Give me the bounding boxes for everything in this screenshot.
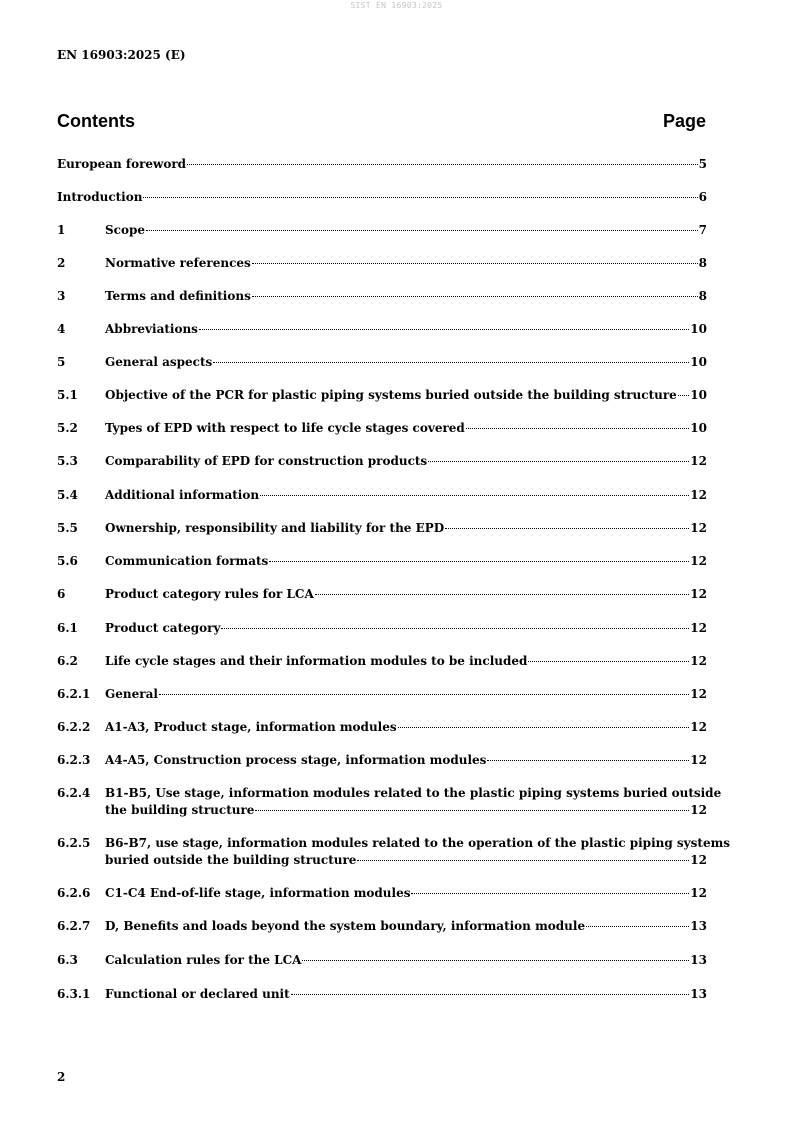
toc-entry-title: Product category bbox=[105, 621, 221, 635]
toc-leader-dots bbox=[221, 628, 689, 629]
toc-entry-number: 2 bbox=[57, 256, 66, 270]
toc-entry-number: 5.1 bbox=[57, 388, 78, 402]
toc-entry-page: 13 bbox=[690, 953, 707, 967]
toc-entry-page: 12 bbox=[690, 554, 707, 568]
toc-entry-page: 12 bbox=[690, 521, 707, 535]
toc-entry-page: 12 bbox=[690, 587, 707, 601]
toc-entry-page: 12 bbox=[690, 654, 707, 668]
toc-entry-title: European foreword bbox=[57, 157, 187, 171]
toc-entry-number: 6.2.3 bbox=[57, 753, 91, 767]
toc-entry-title: Types of EPD with respect to life cycle stages covered bbox=[105, 421, 465, 435]
toc-leader-dots bbox=[357, 860, 689, 861]
toc-entry-page: 12 bbox=[690, 853, 707, 867]
toc-entry[interactable] bbox=[57, 189, 707, 206]
toc-leader-dots bbox=[678, 395, 689, 396]
toc-entry[interactable] bbox=[57, 487, 707, 504]
toc-entry-title: Product category rules for LCA bbox=[105, 587, 314, 601]
toc-entry-number: 6.2.5 bbox=[57, 836, 91, 850]
toc-leader-dots bbox=[445, 528, 689, 529]
toc-entry-number: 6.3 bbox=[57, 953, 78, 967]
toc-entry[interactable] bbox=[57, 653, 707, 670]
toc-entry[interactable] bbox=[57, 986, 707, 1003]
toc-leader-dots bbox=[159, 694, 689, 695]
toc-entry-title: Calculation rules for the LCA bbox=[105, 953, 302, 967]
toc-leader-dots bbox=[213, 362, 689, 363]
toc-entry-title: C1-C4 End-of-life stage, information modules bbox=[105, 886, 411, 900]
toc-entry-number: 6.2.4 bbox=[57, 786, 91, 800]
toc-entry-number: 6.1 bbox=[57, 621, 78, 635]
toc-leader-dots bbox=[143, 197, 697, 198]
toc-entry[interactable] bbox=[57, 255, 707, 272]
toc-leader-dots bbox=[252, 263, 698, 264]
toc-entry-page: 12 bbox=[690, 621, 707, 635]
toc-entry[interactable] bbox=[57, 387, 707, 404]
toc-entry-title: Normative references bbox=[105, 256, 251, 270]
toc-entry[interactable] bbox=[57, 752, 707, 769]
toc-entry-number: 5.4 bbox=[57, 488, 78, 502]
toc-entry-title: General aspects bbox=[105, 355, 213, 369]
toc-entry-number: 6.3.1 bbox=[57, 987, 91, 1001]
toc-entry-title: Objective of the PCR for plastic piping systems buried outside the building structure bbox=[105, 388, 677, 402]
toc-entry-number: 1 bbox=[57, 223, 66, 237]
document-id: EN 16903:2025 (E) bbox=[57, 48, 186, 62]
watermark: SIST EN 16903:2025 bbox=[350, 1, 443, 10]
toc-leader-dots bbox=[291, 994, 690, 995]
toc-entry-title: A1-A3, Product stage, information modules bbox=[105, 720, 397, 734]
toc-leader-dots bbox=[411, 893, 689, 894]
toc-entry[interactable] bbox=[57, 620, 707, 637]
toc-leader-dots bbox=[255, 810, 689, 811]
toc-entry-page: 7 bbox=[698, 223, 707, 237]
toc-entry-page: 5 bbox=[698, 157, 707, 171]
toc-entry-page: 8 bbox=[698, 256, 707, 270]
toc-entry[interactable] bbox=[57, 222, 707, 239]
toc-entry-page: 10 bbox=[690, 388, 707, 402]
toc-entry[interactable] bbox=[57, 918, 707, 935]
toc-entry[interactable] bbox=[57, 553, 707, 570]
toc-leader-dots bbox=[269, 561, 689, 562]
toc-entry[interactable] bbox=[57, 952, 707, 969]
toc-leader-dots bbox=[487, 760, 689, 761]
toc-entry-title: D, Benefits and loads beyond the system boundary, information module bbox=[105, 919, 586, 933]
toc-entry-number: 6.2.2 bbox=[57, 720, 91, 734]
toc-entry-title: Scope bbox=[105, 223, 146, 237]
toc-entry-title: buried outside the building structure bbox=[105, 853, 357, 867]
toc-entry[interactable] bbox=[57, 453, 707, 470]
toc-entry[interactable] bbox=[57, 354, 707, 371]
toc-leader-dots bbox=[586, 926, 689, 927]
contents-title: Contents bbox=[57, 111, 135, 131]
page-column-title: Page bbox=[662, 111, 706, 131]
toc-entry-number: 5.5 bbox=[57, 521, 78, 535]
toc-entry[interactable] bbox=[57, 719, 707, 736]
toc-leader-dots bbox=[528, 661, 689, 662]
toc-entry[interactable] bbox=[57, 686, 707, 703]
toc-leader-dots bbox=[398, 727, 690, 728]
toc-entry-title: Introduction bbox=[57, 190, 143, 204]
toc-entry[interactable] bbox=[57, 586, 707, 603]
toc-entry-title: General bbox=[105, 687, 158, 701]
toc-entry-title: Ownership, responsibility and liability for the EPD bbox=[105, 521, 445, 535]
toc-leader-dots bbox=[302, 960, 689, 961]
toc-entry-title: Functional or declared unit bbox=[105, 987, 290, 1001]
toc-entry-page: 8 bbox=[698, 289, 707, 303]
toc-entry-page: 13 bbox=[690, 919, 707, 933]
toc-leader-dots bbox=[428, 461, 689, 462]
toc-leader-dots bbox=[252, 296, 698, 297]
toc-entry[interactable] bbox=[57, 785, 722, 819]
toc-entry-number: 6 bbox=[57, 587, 66, 601]
toc-entry-number: 6.2.7 bbox=[57, 919, 91, 933]
toc-entry[interactable] bbox=[57, 420, 707, 437]
toc-entry-number: 5 bbox=[57, 355, 66, 369]
toc-entry-title: Additional information bbox=[105, 488, 260, 502]
toc-entry-page: 6 bbox=[698, 190, 707, 204]
toc-entry-title: Life cycle stages and their information modules to be included bbox=[105, 654, 528, 668]
toc-entry-page: 10 bbox=[690, 322, 707, 336]
toc-entry[interactable] bbox=[57, 835, 731, 869]
toc-entry-title: A4-A5, Construction process stage, information modules bbox=[105, 753, 487, 767]
toc-entry[interactable] bbox=[57, 321, 707, 338]
toc-entry[interactable] bbox=[57, 885, 707, 902]
toc-entry-number: 6.2.6 bbox=[57, 886, 91, 900]
toc-entry-page: 13 bbox=[690, 987, 707, 1001]
toc-entry-page: 10 bbox=[690, 355, 707, 369]
toc-leader-dots bbox=[187, 164, 698, 165]
toc-entry-page: 10 bbox=[690, 421, 707, 435]
toc-entry-number: 5.2 bbox=[57, 421, 78, 435]
toc-entry-title: Abbreviations bbox=[105, 322, 198, 336]
toc-leader-dots bbox=[199, 329, 689, 330]
toc-entry-title-line: B1-B5, Use stage, information modules related to the plastic piping systems buried outside bbox=[105, 786, 722, 800]
toc-entry-page: 12 bbox=[690, 753, 707, 767]
toc-entry-title: Terms and definitions bbox=[105, 289, 251, 303]
toc-entry-title: the building structure bbox=[105, 803, 255, 817]
toc-leader-dots bbox=[315, 594, 690, 595]
toc-entry-number: 4 bbox=[57, 322, 66, 336]
toc-entry-page: 12 bbox=[690, 454, 707, 468]
toc-entry[interactable] bbox=[57, 156, 707, 173]
toc-entry-number: 5.3 bbox=[57, 454, 78, 468]
toc-entry-page: 12 bbox=[690, 687, 707, 701]
toc-entry-number: 5.6 bbox=[57, 554, 78, 568]
toc-entry-page: 12 bbox=[690, 720, 707, 734]
toc-entry-number: 6.2 bbox=[57, 654, 78, 668]
page-number: 2 bbox=[57, 1070, 66, 1084]
toc-entry[interactable] bbox=[57, 520, 707, 537]
toc-entry-page: 12 bbox=[690, 886, 707, 900]
toc-entry[interactable] bbox=[57, 288, 707, 305]
toc-entry-number: 3 bbox=[57, 289, 66, 303]
toc-entry-title: Communication formats bbox=[105, 554, 269, 568]
toc-entry-title: Comparability of EPD for construction products bbox=[105, 454, 428, 468]
toc-leader-dots bbox=[146, 230, 698, 231]
toc-entry-title-line: B6-B7, use stage, information modules related to the operation of the plastic piping systems bbox=[105, 836, 731, 850]
toc-entry-page: 12 bbox=[690, 488, 707, 502]
toc-entry-number: 6.2.1 bbox=[57, 687, 91, 701]
toc-leader-dots bbox=[466, 428, 689, 429]
toc-entry-page: 12 bbox=[690, 803, 707, 817]
toc-leader-dots bbox=[260, 495, 689, 496]
